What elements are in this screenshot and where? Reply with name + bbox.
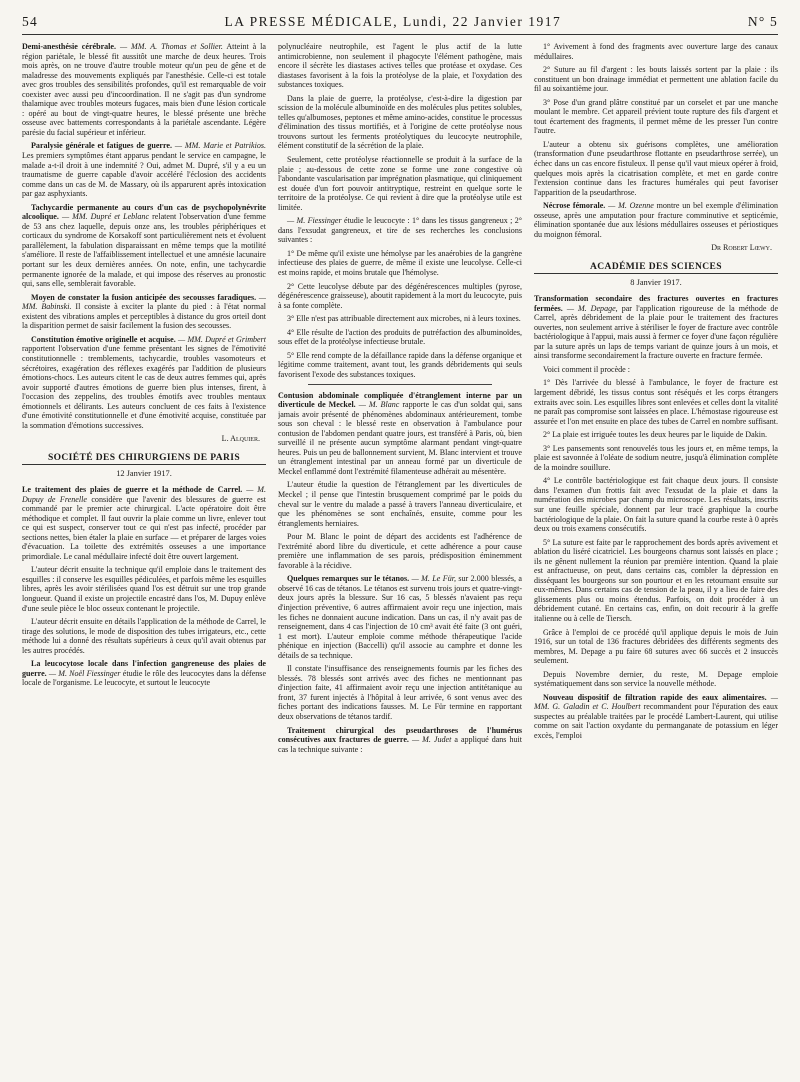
article-authors: — MM. Babinski. (22, 292, 266, 312)
article-paralysie (22, 141, 266, 198)
article-paragraph: L'auteur a obtenu six guérisons complètes, une amélioration (transformation d'une pseudarthrose flottante en pseudarthrose serrée), un échec dans un cas encore fistuleux. Il pense qu'il vaut mieux opérer à froid, quelques mois après la cicatrisation complète, et met en garde contre l'extension continue dans les fractures humérales qui peut favoriser l'apparition de la pseudarthrose. (534, 139, 778, 197)
article-body: Les premiers symptômes étant apparus pendant le service en campagne, le malade a-t-il droit à une indemnité ? Oui, admet M. Dupré, s'il y a eu un traumatisme de guerre capable d'avoir accéléré l'éclosion des accidents comme dans un cas de M. de Massary, où ils apparurent après intoxication par gaz asphyxiants. (22, 151, 266, 199)
article-title: Transformation secondaire des fractures ouvertes en fractures fermées. (534, 294, 778, 313)
article-authors: — M. Depage, (566, 303, 618, 313)
article-authors: — M. Le Für, (411, 574, 456, 584)
issue-number: N° 5 (747, 14, 778, 29)
article-authors: — M. Ozenne (608, 201, 654, 211)
article-divider (308, 384, 492, 385)
article-fractures (534, 294, 778, 361)
article-body: a appliqué dans huit cas la technique suivante : (278, 735, 522, 754)
article-paragraph: Pour M. Blanc le point de départ des accidents est l'adhérence de l'extrémité abord libre du diverticule, et cette adhérence a pour cause première une inflammation de ses parois, prédisposition éminemment favorable à la récidive. (278, 532, 522, 570)
article-filtration (534, 693, 778, 741)
article-body: considère que l'avenir des blessures de guerre est commandé par le premier acte chirurgical. L'acte opératoire doit être méthodique et complet. Il faut ouvrir la plaie comme un livre, enlever tout ce qui est suspect, conserver tout ce qui n'est pas infecté, procéder par sections nettes, bien étaler la plaie en surface — et préparer de larges voies d'évacuation. La toilette des extrémités osseuses a une importance primordiale. Le canal médullaire infecté doit être ouvert largement. (22, 494, 266, 561)
article-authors: — MM. G. Galadin et C. Houlbert (534, 692, 778, 712)
article-fiessinger-conclusions (278, 216, 522, 245)
signature: Dr Robert Lœwy. (711, 243, 772, 253)
article-authors: — M. Fiessinger (287, 216, 342, 226)
article-body: étudie le rôle des leucocytes dans la défense locale de l'organisme. Le leucocyte, et surtout le leucocyte (22, 668, 266, 688)
article-paragraph: 2° Suture au fil d'argent : les bouts laissés sortent par la plaie : ils constituent un bon drainage immédiat et permettent une ablation facile du fil au soixantième jour. (534, 65, 778, 94)
article-authors: — M. Blanc (358, 400, 400, 410)
article-paragraph: polynucléaire neutrophile, est l'agent le plus actif de la lutte antimicrobienne, non seulement il phagocyte l'élément pathogène, mais encore il sécrète les diastases actives telles que protéase et oxydase. Ces diastases favorisent à la fois la protéolyse de la plaie, et l'oxydation des substances toxiques. (278, 42, 522, 90)
article-body: relatent l'observation d'une femme de 53 ans chez laquelle, depuis onze ans, les troubles périphériques et corticaux du syndrome de Korsakoff sont particulièrement nets et évoluent parallèlement, la fabulation disparaissant en même temps que la motilité s'améliore. Il reste de l'affaiblissement intellectuel et une amnésie lacunaire portant sur les deux dernières années. On note, enfin, une tachycardie permanente ignorée de la malade, et qui impose des réserves au pronostic qui, sans elle, semblerait favorable. (22, 212, 266, 289)
article-demi-anesthesie (22, 42, 266, 137)
article-title: Constitution émotive originelle et acquise. (31, 334, 176, 344)
article-body: rapporte le cas d'un soldat qui, sans jamais avoir présenté de phénomènes abdominaux antérieurement, tombe sous son cheval : le blessé reste en observation à l'ambulance pour contusion de l'abdomen pendant quatre jours, est transféré à Paris, où, bien surveillé il ne présente aucun symptôme alarmant pendant vingt-quatre heures. Puis un peu de ballonnement survient, M. Blanc intervient et trouve un étranglement intestinal par un anneau formé par un diverticule de Meckel enflammé dont l'extrémité filamenteuse adhérait au mésentère. (278, 400, 522, 476)
article-title: Le traitement des plaies de guerre et la méthode de Carrel. (22, 484, 243, 494)
article-authors: — MM. Dupré et Leblanc (61, 212, 150, 222)
article-paragraph: Seulement, cette protéolyse réactionnelle se produit à la surface de la plaie ; au-dessous de cette zone se forme une zone congestive où l'abondante vascularisation par imprégnation plasmatique, qui cliniquement est douée d'un fort pouvoir antitryptique, restreint en quelque sorte le territoire de la protéolyse. Ce qui revient à dire que la protéolyse utile est limitée. (278, 155, 522, 212)
session-date: 8 Janvier 1917. (630, 278, 682, 288)
article-authors: — M. Noël Fiessinger (48, 668, 121, 678)
article-tachycardie (22, 203, 266, 289)
article-paragraph: Il constate l'insuffisance des renseignements fournis par les fiches des blessés. 78 blessés sont arrivés avec des fiches ne mentionnant pas d'injection faite, 41 affirmaient avoir reçu une injection antitétanique au front, 37 furent injectés à l'hôpital à leur arrivée, 6 sont venus avec des fiches portant des indications fausses. M. Le Für termine en rapportant deux observations de tétanos tardif. (278, 664, 522, 721)
article-paragraph: L'auteur décrit ensuite en détails l'application de la méthode de Carrel, le tirage des solutions, le mode de disposition des tubes irrigateurs, etc., cette méthode lui a donné des résultats supérieurs à ceux qu'il avait obtenus par les autres procédés. (22, 617, 266, 655)
newspaper-title: LA PRESSE MÉDICALE, Lundi, 22 Janvier 1917 (224, 14, 562, 29)
article-paragraph: 4° Le contrôle bactériologique est fait chaque deux jours. Il consiste dans l'examen d'un frottis fait avec l'exsudat de la plaie et dans la numération des microbes par champ du microscope. Les résultats, inscrits sur une feuille spéciale, donnent par leur tracé graphique la courbe bactériologique de la plaie. On fait la suture quand la courbe reste à 0 après deux ou trois examens consécutifs. (534, 476, 778, 534)
column-right (534, 42, 778, 1076)
article-body: par l'application rigoureuse de la méthode de Carrel, après débridement de la plaie pour le traitement des fractures ouvertes, non seulement arrive à stériliser le foyer de fracture avec contrôle bactériologique à l'appui, mais aussi à fermer ce foyer d'une façon régulière par la suture après un laps de temps variant de quinze jours à un mois, et ainsi transforme secondairement la fracture ouverte en fracture fermée. (534, 303, 778, 361)
article-title: Traitement chirurgical des pseudarthroses de l'humérus consécutives aux fractures de guerre. (278, 725, 522, 745)
article-paragraph: 5° La suture est faite par le rapprochement des bords après avivement et ablation du liséré cicatriciel. Les bourgeons charnus sont laissés en place ; ils ne gênent nullement la réunion par première intention. Quand la plaie est anfractueuse, on peut, dans certains cas, combler la dépression en disséquant les bourgeons sur son pourtour et en les retournant ensuite sur eux-mêmes. Dans certains cas de tension de la peau, il y a lieu de faire des glissements plus ou moins étendus. Parfois, on doit procéder à un débridement cutané. En certains cas, enfin, on doit recourir à la greffe italienne ou à celle de Tiersch. (534, 537, 778, 623)
article-paragraph: 3° Les pansements sont renouvelés tous les jours et, en même temps, la plaie est savonnée à l'oléate de sodium neutre, jusqu'à élimination complète de la moindre souillure. (534, 443, 778, 472)
article-body: recommandent pour l'épuration des eaux suspectes au préalable traitées par le procédé Lambert-Laurent, qui utilise comme on sait l'action oxydante du permanganate de potassium en léger excès, l'emploi (534, 702, 778, 740)
article-paragraph: 3° Elle n'est pas attribuable directement aux microbes, ni à leurs toxines. (287, 314, 521, 324)
article-paragraph: L'auteur étudie la question de l'étranglement par les diverticules de Meckel ; il pense que l'intestin brusquement comprimé par le poids du cheval sur le ventre du malade a passé à travers l'anneau diverticulaire, et que les phénomènes se sont enchaînés, ensuite, comme pour les étranglements herniaires. (278, 480, 522, 528)
signature: L. Alquier. (221, 434, 260, 444)
article-title: Tachycardie permanente au cours d'un cas de psychopolynévrite alcoolique. (22, 202, 266, 222)
article-paragraph: Grâce à l'emploi de ce procédé qu'il applique depuis le mois de Juin 1916, sur un total de 136 fractures débridées des différents segments des membres, M. Depage a pu faire 68 sutures avec 66 succès et 2 insuccès seulement. (534, 627, 778, 666)
article-paragraph: Dans la plaie de guerre, la protéolyse, c'est-à-dire la digestion par scission de la molécule albuminoïde en des molécules plus petites solubles, telles qu'albumoses, peptones et même amino-acides, constitue le processus d'élimination des tissus mortifiés, et à l'origine de cette protéolyse nous trouvons surtout les ferments protéolytiques du leucocyte neutrophile, élément constitutif de la sécrétion de la plaie. (278, 93, 522, 151)
article-paragraph: 2° Cette leucolyse débute par des dégénérescences multiples (pyrose, dégénérescence graisseuse), aboutit rapidement à la mort du leucocyte, puis à sa fonte complète. (278, 281, 522, 310)
article-title: Paralysie générale et fatigues de guerre. (31, 141, 172, 151)
page-number: 54 (22, 14, 38, 29)
article-paragraph: 2° La plaie est irriguée toutes les deux heures par le liquide de Dakin. (543, 430, 767, 440)
article-title: Contusion abdominale compliquée d'étranglement interne par un diverticule de Meckel. (278, 390, 522, 410)
session-date: 12 Janvier 1917. (116, 469, 172, 479)
article-paragraph: 5° Elle rend compte de la défaillance rapide dans la défense organique et légitime comme traitement, avant tout, les grands débridements qui seuls favorisent l'exode des substances toxiques. (278, 350, 522, 379)
column-left (22, 42, 266, 1076)
article-paragraph: 4° Elle résulte de l'action des produits de putréfaction des albuminoïdes, sous effet de la protéolyse infectieuse brutale. (278, 327, 522, 347)
article-title: Demi-anesthésie cérébrale. (22, 42, 116, 51)
article-authors: — MM. Marie et Patrikios. (174, 141, 266, 151)
article-paragraph: 3° Pose d'un grand plâtre constitué par un corselet et par une manche moulant le membre. Cet appareil prévient toute rupture des fils d'argent et tout écartement des fragments, il permet même de les presser l'un contre l'autre. (534, 97, 778, 136)
article-leucocytose (22, 659, 266, 688)
article-authors: — MM. Dupré et Grimbert (178, 334, 266, 344)
article-body: étudie le leucocyte : 1° dans les tissus gangreneux ; 2° dans l'exsudat gangreneux, et tire de ses recherches les conclusions suivantes : (278, 216, 522, 245)
article-paragraph: Depuis Novembre dernier, du reste, M. Depage emploie systématiquement dans son service la nouvelle méthode. (534, 669, 778, 689)
section-heading: SOCIÉTÉ DES CHIRURGIENS DE PARIS (22, 454, 266, 466)
article-paragraph: 1° Avivement à fond des fragments avec ouverture large des canaux médullaires. (534, 42, 778, 61)
article-body: Atteint à la région pariétale, le blessé fit aussitôt une marche de deux heures. Trois mois après, on ne trouve d'autre trouble moteur qu'un peu de gêne et de maladresse des mouvements expliqués par l'anesthésie. Celle-ci est totale avec gros troubles des sensibilités profondes, qu'il est remarquable de voir coexister avec aussi peu d'incoordination. Il ne s'agit pas d'un syndrome thalamique avec troubles moteurs fugaces, mais bien d'une lésion corticale : opéré au bout de vingt-quatre heures, le blessé présente une brèche osseuse avec battements correspondants à la pariétale ascendante. Légère parésie du facial supérieur et inférieur. (22, 42, 266, 137)
article-authors: — MM. A. Thomas et Sollier. (119, 42, 223, 51)
page-header (22, 8, 778, 30)
article-paragraph: 1° Dès l'arrivée du blessé à l'ambulance, le foyer de fracture est largement débridé, les tissus contus sont réséqués et les corps étrangers extraits avec soin. Les esquilles libres sont enlevées et celles dont la vitalité ne paraît pas compromise sont laissées en place. L'hémostase rigoureuse est assurée et l'on met ensuite en place des tubes de Carrel en nombre suffisant. (534, 378, 778, 426)
article-authors: — M. Judet (411, 735, 452, 745)
article-paragraph: Voici comment il procède : (543, 364, 631, 374)
article-pseudarthroses (278, 726, 522, 755)
article-title: La leucocytose locale dans l'infection gangreneuse des plaies de guerre. (22, 659, 266, 678)
article-paragraph: L'auteur décrit ensuite la technique qu'il emploie dans le traitement des esquilles : il conserve les esquilles pédiculées, et parfois même les esquilles libres, après les avoir stérilisées quand l'os est détruit sur une trop grande longueur. Quand il existe un projectile encastré dans l'os, M. Dupuy enlève d'une seule pièce le bloc osseux contenant le projectile. (22, 565, 266, 613)
article-title: Moyen de constater la fusion anticipée des secousses faradiques. (31, 292, 257, 302)
article-constitution-emotive (22, 335, 266, 430)
article-paragraph: 1° De même qu'il existe une hémolyse par les anaérobies de la gangrène infectieuse des plaies de guerre, de même il existe une leucolyse. Celle-ci est moins rapide, et moins brutale que l'hémolyse. (278, 248, 522, 278)
article-body: rapportent l'observation d'une femme présentant les signes de l'émotivité constitutionnelle : tremblements, tachycardie, troubles vasomoteurs et sécrétoires, exagération des réflexes exagérés par l'addition de plusieurs émotions-chocs. Les auteurs citent le cas de deux autres femmes qui, après avoir supporté d'autres émotions de guerre bien plus intenses, firent, à l'occasion des zeppelins, des troubles émotifs avec troubles mentaux émotionnels et délirants. Les auteurs concluent de ces faits à l'existence d'une émotivité constitutionnelle et d'une émotivité acquise, constituée par la sommation d'émotions successives. (22, 344, 266, 430)
article-meckel (278, 391, 522, 477)
article-columns (22, 42, 778, 1076)
article-necrose (534, 201, 778, 239)
article-title: Quelques remarques sur le tétanos. (287, 574, 410, 584)
article-title: Nouveau dispositif de filtration rapide des eaux alimentaires. (543, 692, 767, 702)
article-secousses (22, 293, 266, 331)
article-title: Nécrose fémorale. (543, 201, 606, 211)
article-carrel (22, 485, 266, 561)
section-heading: ACADÉMIE DES SCIENCES (534, 263, 778, 275)
header-rule (22, 34, 778, 35)
article-body: montre un bel exemple d'élimination osseuse, après une amputation pour fracture comminutive et septicémie, élimination spontanée due aux lésions médullaires osseuses et périostiques du moignon fémoral. (534, 201, 778, 239)
article-body: sur 2.000 blessés, a observé 16 cas de tétanos. Le tétanos est survenu trois jours et quatre-vingt-deux jours après la blessure. Sur 16 cas, 5 blessés n'avaient pas reçu d'injection préventive, 6 autres affirmaient avoir reçu une injection, mais les fiches ne donnaient aucune indication. Dans un cas, il n'y avait pas de renseignement, dans 4 cas l'injection de 10 cm³ avait été faite (3 ont guéri, 1 est mort). L'auteur emploie comme méthode thérapeutique l'acide phénique en injection (Baccelli) qu'il associe au camphre et donne les détails de sa technique. (278, 574, 522, 660)
article-body: Il consiste à exciter la plante du pied : à l'état normal existent des vibrations amples et perceptibles à distance du gros orteil dont la disparition permet de saisir facilement la fusion des secousses. (22, 302, 266, 331)
article-authors: — M. Dupuy de Frenelle (22, 484, 266, 504)
column-middle (278, 42, 522, 1076)
article-tetanos (278, 574, 522, 660)
